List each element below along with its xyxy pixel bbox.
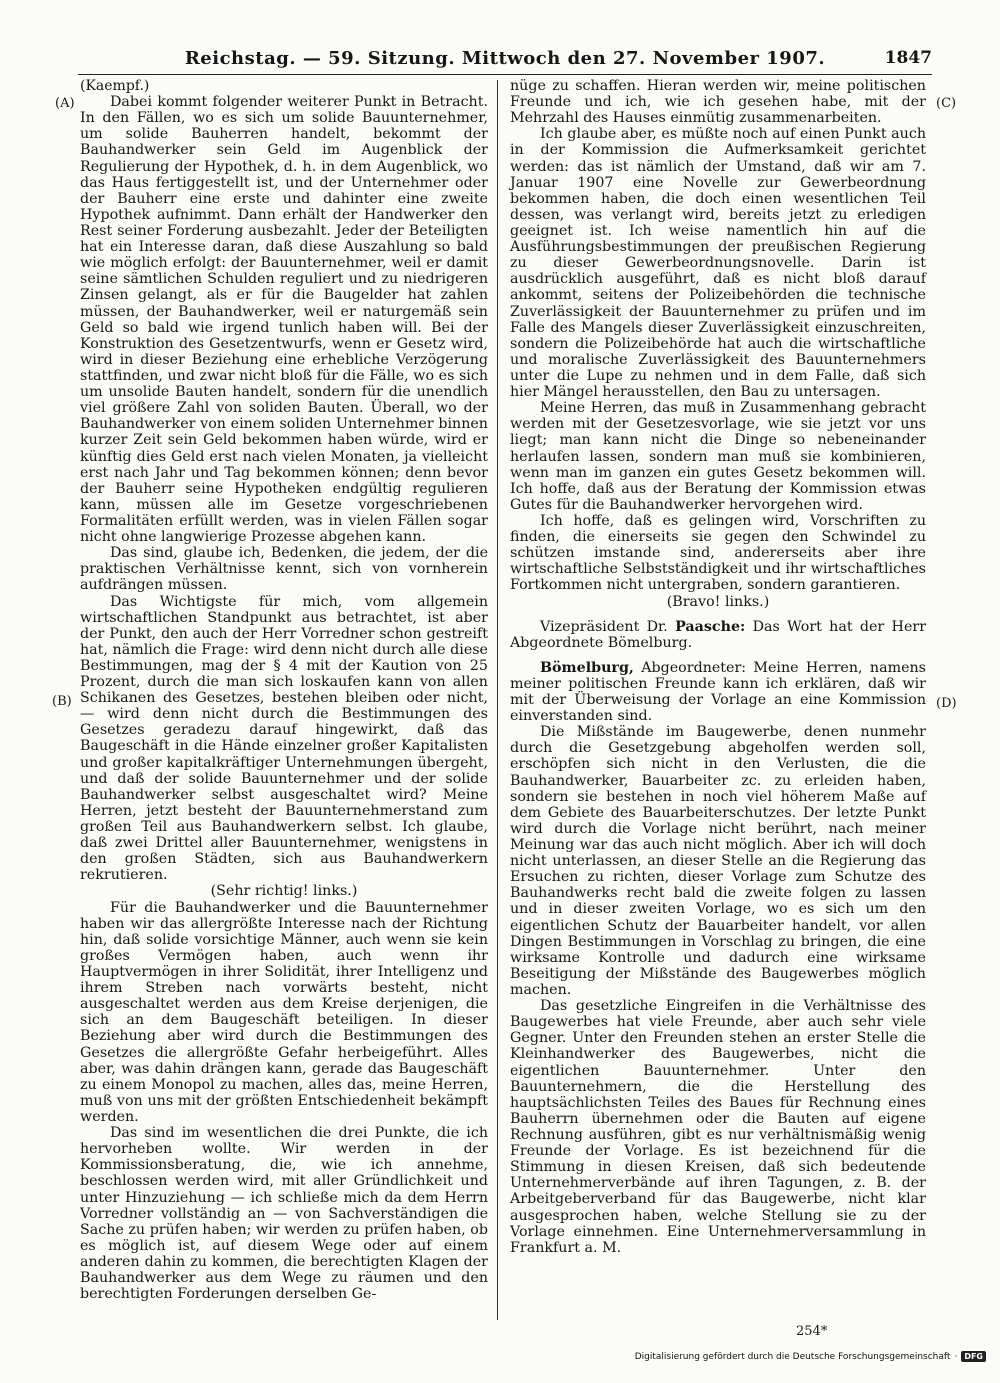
page-number: 1847 bbox=[884, 48, 932, 68]
announcement-text: Das Wort hat der Herr Abgeordnete Bömelburg. bbox=[510, 618, 927, 651]
interjection: (Sehr richtig! links.) bbox=[210, 883, 358, 900]
margin-marker-b: (B) bbox=[52, 694, 72, 709]
paragraph: Meine Herren, das muß in Zusammenhang gebracht werden mit der Gesetzesvorlage, wie sie jetzt vor uns liegt; man kann nicht die Dinge so nebeneinander herlaufen lassen, sondern man muß sie kombinieren, wenn man im ganzen ein gutes Gesetz bekommen will. Ich hoffe, daß aus der Beratung der Kommission etwas Gutes für die Bauhandwerker hervorgehen wird. bbox=[510, 400, 926, 513]
paragraph: Ich hoffe, daß es gelingen wird, Vorschriften zu finden, die einerseits sie gegen den Schwindel zu schützen imstande sind, andererseits aber ihre wirtschaftliche Selbstständigkeit und ihr wirtschaftliches Fortkommen nicht untergraben, sondern garantieren. bbox=[510, 512, 926, 594]
page-header bbox=[78, 44, 932, 75]
right-column bbox=[510, 78, 926, 1256]
margin-marker-a: (A) bbox=[55, 96, 75, 111]
left-column bbox=[80, 78, 488, 1302]
dfg-logo: DFG bbox=[961, 1351, 986, 1362]
paragraph: Für die Bauhandwerker und die Bauunternehmer haben wir das allergrößte Interesse nach der Richtung hin, daß solide vorsichtige Männer, auch wenn sie kein großes Vermögen haben, auch wenn ihr Hauptvermögen in ihrer Solidität, ihrer Intelligenz und ihrem Streben nach vorwärts besteht, nicht ausgeschaltet werden aus dem Kreise derjenigen, die sich an dem Baugeschäft beteiligen. In dieser Beziehung aber wird durch die Bestimmungen des Gesetzes die allergrößte Gefahr herbeigeführt. Alles aber, was dahin drängen kann, gerade das Baugeschäft zu einem Monopol zu machen, alles das, meine Herren, muß von uns mit der größten Entschiedenheit bekämpft werden. bbox=[80, 899, 488, 1125]
speaker-name: Paasche: bbox=[675, 618, 746, 635]
paragraph: Die Mißstände im Baugewerbe, denen nunmehr durch die Gesetzgebung abgeholfen werden soll, erschöpfen sich nicht in den Verlusten, die die Bauhandwerker, Bauarbeiter zc. zu erleiden haben, sondern sie bestehen in noch viel höherem Maße auf dem Gebiete des Bauarbeiterschutzes. Der letzte Punkt wird durch die Vorlage nicht berührt, nach meiner Meinung war das auch nicht möglich. Aber ich will doch nicht unterlassen, an dieser Stelle an die Regierung das Ersuchen zu richten, dieser Vorlage zum Schutze des Bauhandwerks recht bald die zweite folgen zu lassen und in dieser zweiten Vorlage, wo es sich um den eigentlichen Schutz der Bauarbeiter handelt, vor allen Dingen Bestimmungen in Vorschlag zu bringen, die eine wirksame Kontrolle und dadurch eine wirksame Beseitigung der Mißstände des Baugewerbes möglich machen. bbox=[510, 724, 926, 999]
paragraph: Ich glaube aber, es müßte noch auf einen Punkt auch in der Kommission die Aufmerksamkeit gerichtet werden: das ist nämlich der Umstand, daß wir am 7. Januar 1907 eine Novelle zur Gewerbeordnung bekommen haben, die doch einen wesentlichen Teil dessen, was verlangt wird, bereits jetzt zu erledigen geeignet ist. Ich weise namentlich hin auf die Ausführungsbestimmungen der preußischen Regierung zu dieser Gewerbeordnungsnovelle. Darin ist ausdrücklich ausgeführt, daß es nicht bloß darauf ankommt, seitens der Polizeibehörden die technische Zuverlässigkeit der Bauunternehmer zu prüfen und im Falle des Mangels dieser Zuverlässigkeit einzuschreiten, sondern die Polizeibehörde hat auch die wirtschaftliche und moralische Zuverlässigkeit des Bauunternehmers unter die Lupe zu nehmen und in dem Falle, daß sich hier Mängel herausstellen, den Bau zu untersagen. bbox=[510, 126, 926, 401]
interjection: (Bravo! links.) bbox=[666, 593, 770, 610]
signature-mark: 254* bbox=[796, 1324, 828, 1339]
separator: · bbox=[954, 1351, 958, 1362]
paragraph: Das Wichtigste für mich, vom allgemein wirtschaftlichen Standpunkt aus betrachtet, ist aber der Punkt, den auch der Herr Vorredner schon gestreift hat, nämlich die Frage: wird denn nicht durch alle diese Bestimmungen, mag der § 4 mit der Kaution von 25 Prozent, durch die man sich loskaufen kann von allen Schikanen des Gesetzes, bestehen bleiben oder nicht, — wird denn nicht durch die Bestimmungen des Gesetzes geradezu darauf hingewirkt, daß das Baugeschäft in die Hände einzelner großer Kapitalisten und großer kapitalkräftiger Unternehmungen übergeht, und daß der solide Bauunternehmer und der solide Bauhandwerker selbst ausgeschaltet wird? Meine Herren, jetzt besteht der Bauunternehmerstand zum großen Teil aus Bauhandwerkern selbst. Ich glaube, daß zwei Drittel aller Bauunternehmer, wenigstens in den großen Städten, sich aus Bauhandwerkern rekrutieren. bbox=[80, 593, 488, 884]
running-title: Reichstag. — 59. Sitzung. Mittwoch den 27. November 1907. bbox=[184, 48, 826, 69]
speaker-name: Bömelburg, bbox=[540, 659, 634, 676]
paragraph: Das sind im wesentlichen die drei Punkte, die ich hervorheben wollte. Wir werden in der Kommissionsberatung, die, wie ich annehme, beschlossen werden wird, mit aller Gründlichkeit und unter Hinzuziehung — ich schließe mich da dem Herrn Vorredner vollständig an — von Sachverständigen die Sache zu prüfen haben; wir werden zu prüfen haben, ob es möglich ist, auf diesem Wege oder auf einem anderen dahin zu kommen, die berechtigten Klagen der Bauhandwerker aus dem Wege zu räumen und den berechtigten Forderungen derselben Ge- bbox=[80, 1125, 488, 1303]
footer bbox=[635, 1351, 986, 1362]
margin-marker-d: (D) bbox=[936, 696, 957, 711]
speech-opening bbox=[510, 660, 926, 724]
paragraph: nüge zu schaffen. Hieran werden wir, meine politischen Freunde und ich, wie ich gesehen habe, mit der Mehrzahl des Hauses einmütig zusammenarbeiten. bbox=[510, 78, 926, 127]
speech-text: Abgeordneter: Meine Herren, namens meiner politischen Freunde kann ich erklären, daß wir mit der Überweisung der Vorlage an eine Kommission einverstanden sind. bbox=[510, 659, 927, 725]
vice-president-announcement bbox=[510, 619, 926, 651]
paragraph: Das gesetzliche Eingreifen in die Verhältnisse des Baugewerbes hat viele Freunde, aber auch sehr viele Gegner. Unter den Freunden stehen an erster Stelle die Kleinhandwerker des Baugewerbes, nicht die eigentlichen Bauunternehmer. Unter den Bauunternehmern, die die Herstellung des hauptsächlichsten Teiles des Baues für Rechnung eines Bauherrn übernehmen oder die Bauten auf eigene Rechnung ausführen, gibt es nur verhältnismäßig wenig Freunde der Vorlage. Es ist bezeichnend für die Stimmung in diesen Kreisen, daß sich bedeutende Unternehmerverbände auf ihren Tagungen, z. B. der Arbeitgeberverband für das Baugewerbe, nicht klar ausgesprochen haben, welche Stellung sie zu der Vorlage einnehmen. Eine Unternehmerversammlung in Frankfurt a. M. bbox=[510, 998, 926, 1256]
margin-marker-c: (C) bbox=[936, 96, 957, 111]
speaker-tag: (Kaempf.) bbox=[80, 78, 150, 94]
paragraph: Das sind, glaube ich, Bedenken, die jedem, der die praktischen Verhältnisse kennt, sich von vornherein aufdrängen müssen. bbox=[80, 545, 488, 594]
column-divider bbox=[497, 80, 498, 1320]
paragraph: Dabei kommt folgender weiterer Punkt in Betracht. In den Fällen, wo es sich um solide Bauunternehmer, um solide Bauherren handelt, bekommt der Bauhandwerker sein Geld im Augenblick der Regulierung der Hypothek, d. h. in dem Augenblick, wo das Haus fertiggestellt ist, und der Unternehmer oder der Bauherr eine erste und dahinter eine zweite Hypothek aufnimmt. Dann erhält der Handwerker den Rest seiner Forderung ausbezahlt. Jeder der Beteiligten hat ein Interesse daran, daß diese Auszahlung so bald wie möglich erfolgt: der Bauunternehmer, weil er damit seine sämtlichen Schulden reguliert und zu niedrigeren Zinsen gelangt, als er für die Baugelder hat zahlen müssen, der Bauhandwerker, weil er naturgemäß sein Geld so bald wie irgend tunlich haben will. Bei der Konstruktion des Gesetzentwurfs, wenn er Gesetz wird, wird in dieser Beziehung eine erhebliche Verzögerung stattfinden, und zwar nicht bloß für die Fälle, wo es sich um unsolide Bauten handelt, sondern für die unendlich viel größere Zahl von soliden Bauten. Überall, wo der Bauhandwerker von einem soliden Unternehmer binnen kurzer Zeit sein Geld bekommen haben würde, wird er künftig dies Geld erst nach vielen Monaten, ja vielleicht erst nach Jahr und Tag bekommen können; denn bevor der Bauherr seine Hypotheken endgültig regulieren kann, müssen alle im Gesetze vorgeschriebenen Formalitäten erfüllt werden, was in vielen Fällen sogar nicht ohne langwierige Prozesse abgehen kann. bbox=[80, 94, 488, 546]
speaker-role: Vizepräsident Dr. bbox=[540, 618, 668, 635]
footer-credit: Digitalisierung gefördert durch die Deutsche Forschungsgemeinschaft bbox=[634, 1351, 951, 1362]
